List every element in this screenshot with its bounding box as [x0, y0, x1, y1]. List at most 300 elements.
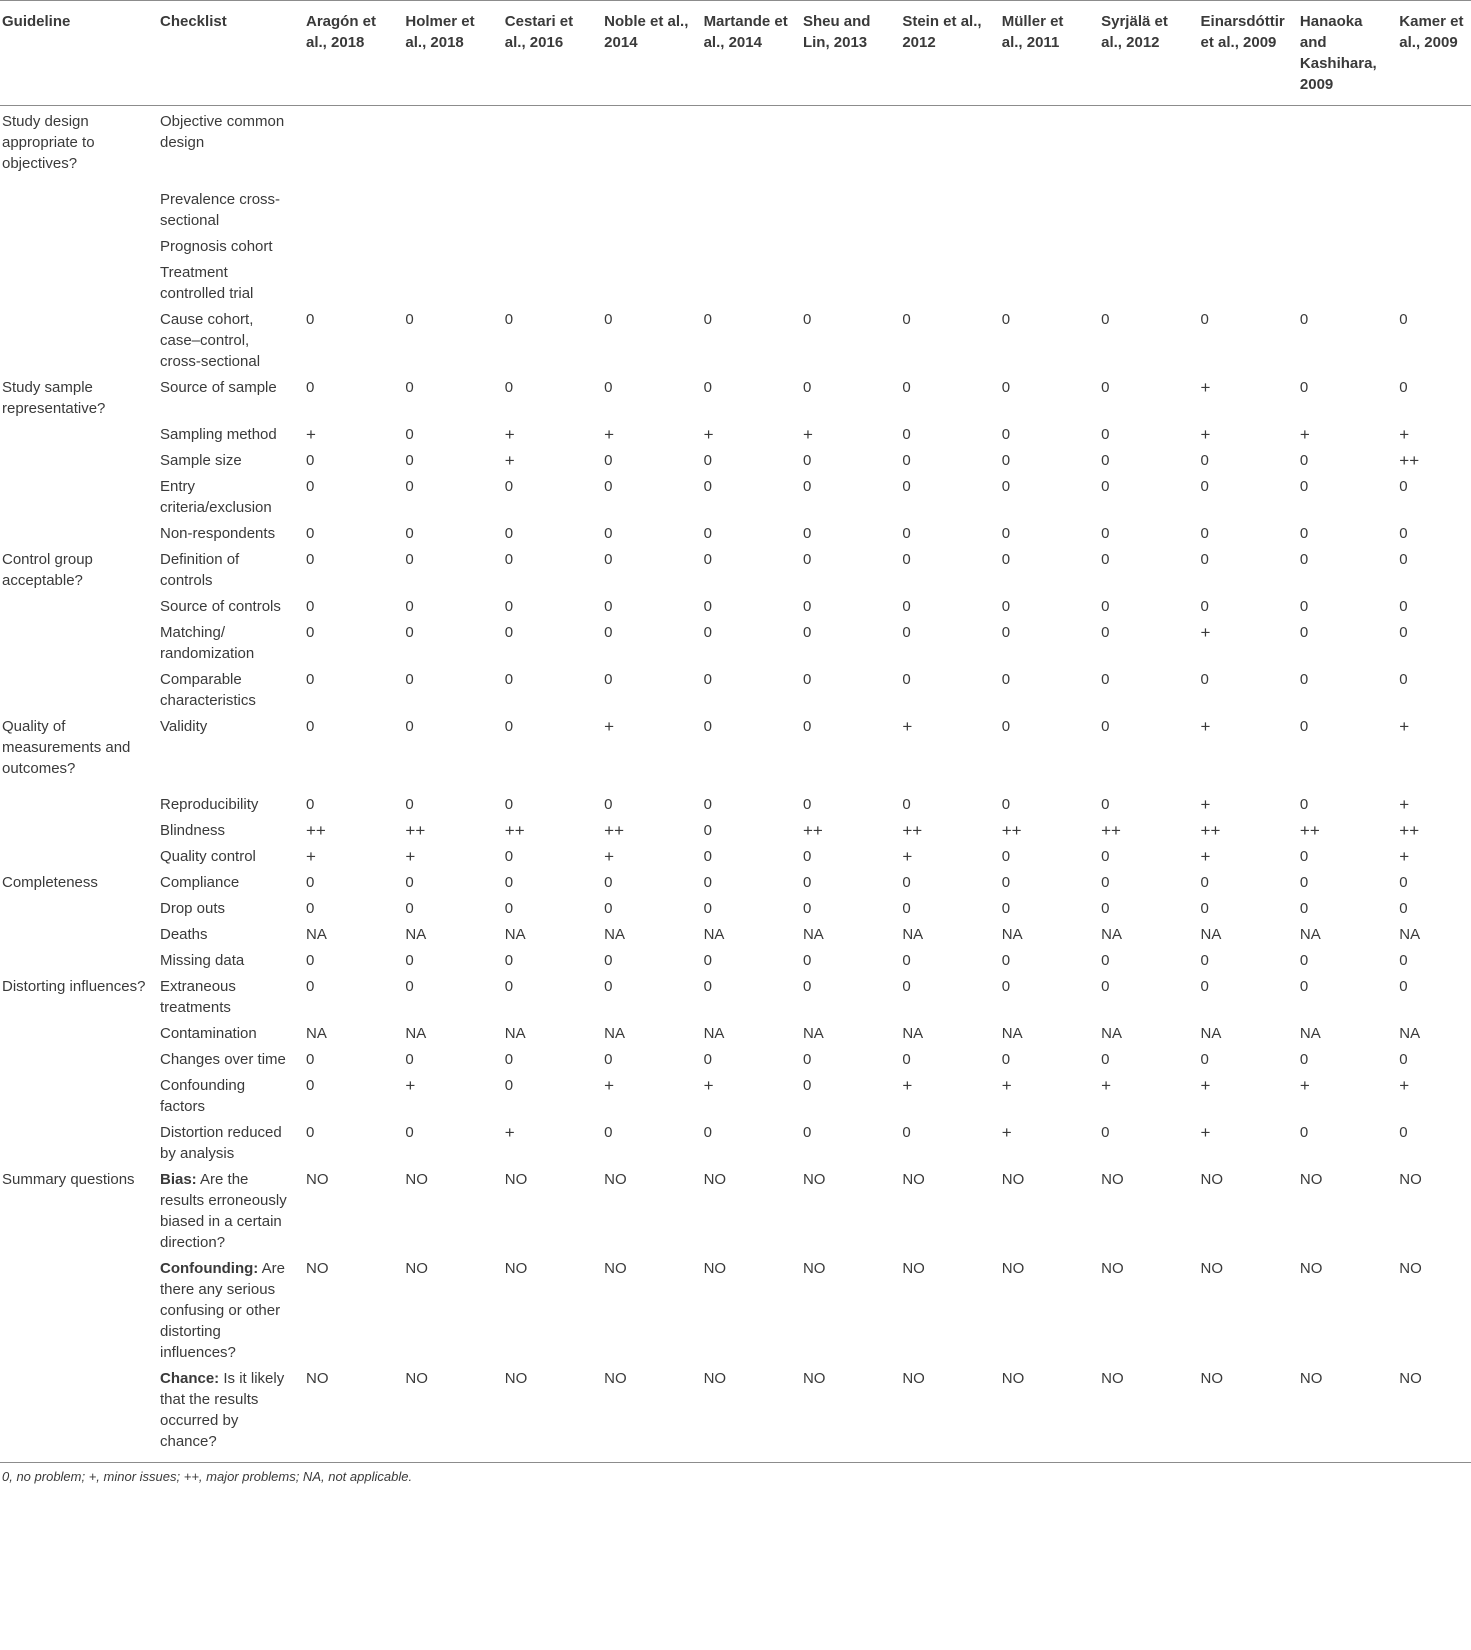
rating-cell: 0: [306, 1124, 315, 1141]
rating-cell: 0: [504, 718, 514, 735]
rating-cell: 0: [703, 311, 712, 328]
rating-cell: 0: [405, 478, 414, 495]
rating-cell: 0: [703, 525, 712, 542]
rating-cell: 0: [1101, 311, 1110, 328]
rating-cell: 0: [1299, 874, 1309, 891]
rating-cell: NO: [902, 1171, 925, 1188]
rating-cell: NO: [703, 1171, 727, 1188]
table-row: [0, 257, 1471, 304]
rating-cell: 0: [405, 718, 414, 735]
rating-cell: NO: [1001, 1171, 1025, 1188]
header-study: Noble et al., 2014: [596, 1, 695, 106]
rating-cell: [1292, 106, 1391, 185]
rating-cell: NO: [994, 1363, 1093, 1463]
rating-cell: NO: [298, 1363, 397, 1463]
rating-cell: 0: [405, 452, 414, 469]
checklist-cell: Source of sample: [160, 379, 277, 396]
checklist-bold-label: Chance:: [160, 1370, 220, 1387]
rating-cell: 0: [1399, 598, 1408, 615]
table-footnote: 0, no problem; +, minor issues; ++, major problems; NA, not applicable.: [2, 1469, 413, 1484]
rating-cell: NA: [306, 926, 327, 943]
rating-cell: 0: [1200, 978, 1209, 995]
rating-cell: 0: [1299, 796, 1309, 813]
rating-cell: 0: [703, 1124, 712, 1141]
rating-cell: 0: [1001, 900, 1011, 917]
rating-cell: NA: [1101, 926, 1122, 943]
rating-cell: [1093, 257, 1192, 304]
rating-cell: [397, 231, 496, 257]
rating-cell: NA: [1101, 1025, 1122, 1042]
rating-cell: +: [306, 847, 316, 866]
rating-cell: 0: [703, 978, 712, 995]
rating-cell: 0: [1101, 624, 1110, 641]
rating-cell: NA: [405, 926, 427, 943]
rating-cell: 0: [802, 671, 812, 688]
rating-cell: 0: [1399, 525, 1408, 542]
rating-cell: 0: [1200, 311, 1209, 328]
rating-cell: 0: [1001, 525, 1011, 542]
rating-cell: ++: [802, 821, 823, 840]
rating-cell: 0: [604, 1051, 613, 1068]
rating-cell: NO: [1299, 1260, 1323, 1277]
rating-cell: [795, 231, 894, 257]
rating-cell: 0: [405, 874, 414, 891]
table-row: [0, 841, 1471, 867]
rating-cell: 0: [504, 525, 514, 542]
rating-cell: [298, 231, 397, 257]
rating-cell: 0: [1200, 525, 1209, 542]
rating-cell: NA: [1200, 1025, 1222, 1042]
checklist-cell: Matching/ randomization: [160, 624, 255, 662]
checklist-cell: Non-respondents: [160, 525, 276, 542]
table-row: [0, 419, 1471, 445]
rating-cell: ++: [604, 821, 625, 840]
checklist-cell: Changes over time: [160, 1051, 286, 1068]
table-row: [0, 1044, 1471, 1070]
rating-cell: 0: [1299, 848, 1309, 865]
guideline-cell: Control group acceptable?: [2, 551, 93, 589]
rating-cell: 0: [1299, 978, 1309, 995]
rating-cell: [994, 257, 1093, 304]
rating-cell: 0: [504, 478, 514, 495]
rating-cell: 0: [1001, 952, 1011, 969]
rating-cell: 0: [604, 796, 613, 813]
rating-cell: 0: [703, 822, 712, 839]
rating-cell: 0: [1001, 551, 1011, 568]
rating-cell: 0: [1299, 952, 1309, 969]
checklist-cell: Validity: [160, 718, 208, 735]
checklist-cell: Comparable characteristics: [160, 671, 256, 709]
rating-cell: 0: [703, 598, 712, 615]
rating-cell: 0: [1101, 1124, 1110, 1141]
rating-cell: +: [1399, 847, 1410, 866]
rating-cell: 0: [1399, 874, 1408, 891]
checklist-cell: Entry criteria/exclusion: [160, 478, 272, 516]
rating-cell: 0: [1001, 478, 1011, 495]
rating-cell: 0: [1001, 796, 1011, 813]
rating-cell: 0: [1399, 478, 1408, 495]
rating-cell: +: [306, 425, 316, 444]
rating-cell: 0: [802, 478, 812, 495]
table-row: [0, 867, 1471, 893]
rating-cell: +: [703, 1076, 714, 1095]
rating-cell: 0: [604, 1124, 613, 1141]
rating-cell: 0: [1101, 900, 1110, 917]
guideline-cell: Completeness: [2, 874, 98, 891]
rating-cell: 0: [306, 671, 315, 688]
rating-cell: ++: [405, 821, 426, 840]
rating-cell: ++: [1399, 821, 1420, 840]
rating-cell: 0: [902, 311, 911, 328]
rating-cell: +: [1001, 1123, 1012, 1142]
rating-cell: 0: [504, 598, 514, 615]
rating-cell: 0: [1299, 379, 1309, 396]
rating-cell: 0: [604, 874, 613, 891]
rating-cell: 0: [604, 671, 613, 688]
guideline-cell: Summary questions: [2, 1171, 135, 1188]
guideline-cell: Distorting influences?: [2, 978, 146, 995]
rating-cell: 0: [504, 900, 514, 917]
rating-cell: 0: [604, 478, 613, 495]
rating-cell: 0: [504, 551, 514, 568]
checklist-cell: Blindness: [160, 822, 226, 839]
rating-cell: [696, 231, 795, 257]
rating-cell: 0: [1399, 311, 1408, 328]
checklist-bold-label: Confounding:: [160, 1260, 259, 1277]
rating-cell: 0: [703, 952, 712, 969]
table-row: [0, 372, 1471, 419]
rating-cell: 0: [1001, 718, 1011, 735]
rating-cell: 0: [1101, 452, 1110, 469]
checklist-cell: Drop outs: [160, 900, 226, 917]
rating-cell: 0: [306, 796, 315, 813]
rating-cell: +: [604, 847, 615, 866]
guideline-cell: [0, 893, 158, 919]
rating-cell: 0: [1101, 379, 1110, 396]
header-row: [0, 1, 1471, 106]
rating-cell: +: [405, 1076, 416, 1095]
rating-cell: [596, 257, 695, 304]
rating-cell: 0: [306, 598, 315, 615]
rating-cell: 0: [1200, 478, 1209, 495]
rating-cell: 0: [1200, 551, 1209, 568]
rating-cell: 0: [1399, 671, 1408, 688]
rating-cell: 0: [405, 624, 414, 641]
table-row: [0, 1363, 1471, 1463]
rating-cell: 0: [1200, 598, 1209, 615]
checklist-cell: Objective common design: [160, 113, 285, 151]
rating-cell: [696, 184, 795, 231]
rating-cell: [1292, 184, 1391, 231]
checklist-cell: Deaths: [160, 926, 208, 943]
rating-cell: 0: [1200, 952, 1209, 969]
rating-cell: 0: [1299, 718, 1309, 735]
rating-cell: 0: [902, 598, 911, 615]
rating-cell: 0: [1399, 1051, 1408, 1068]
header-study: Hanaoka and Kashihara, 2009: [1292, 1, 1391, 106]
rating-cell: 0: [1101, 426, 1110, 443]
rating-cell: [696, 257, 795, 304]
rating-cell: 0: [902, 952, 911, 969]
rating-cell: [397, 106, 496, 185]
rating-cell: 0: [504, 671, 514, 688]
rating-cell: +: [1399, 795, 1410, 814]
checklist-cell: Definition of controls: [160, 551, 240, 589]
rating-cell: NO: [604, 1171, 627, 1188]
rating-cell: 0: [504, 952, 514, 969]
rating-cell: +: [902, 717, 913, 736]
rating-cell: 0: [504, 379, 514, 396]
rating-cell: 0: [703, 874, 712, 891]
rating-cell: 0: [703, 551, 712, 568]
rating-cell: [795, 106, 894, 185]
checklist-cell: Sampling method: [160, 426, 277, 443]
rating-cell: [298, 184, 397, 231]
rating-cell: [1093, 184, 1192, 231]
rating-cell: 0: [1399, 551, 1408, 568]
rating-cell: +: [504, 1123, 515, 1142]
rating-cell: 0: [703, 848, 712, 865]
rating-cell: [497, 106, 596, 185]
rating-cell: 0: [703, 379, 712, 396]
rating-cell: 0: [1299, 551, 1309, 568]
rating-cell: NO: [1200, 1260, 1224, 1277]
rating-cell: 0: [1299, 624, 1309, 641]
rating-cell: 0: [902, 478, 911, 495]
rating-cell: [696, 106, 795, 185]
rating-cell: NO: [596, 1363, 695, 1463]
rating-cell: NA: [703, 926, 725, 943]
rating-cell: 0: [306, 718, 315, 735]
rating-cell: 0: [1299, 452, 1309, 469]
checklist-cell: Quality control: [160, 848, 256, 865]
table-row: [0, 1117, 1471, 1164]
rating-cell: +: [1200, 378, 1211, 397]
rating-cell: NO: [497, 1363, 596, 1463]
guideline-cell: [0, 1018, 158, 1044]
checklist-question-text: Is it likely that the results occurred by chance?: [160, 1370, 285, 1450]
checklist-cell: [158, 1253, 298, 1363]
rating-cell: 0: [802, 1077, 812, 1094]
rating-cell: [894, 257, 993, 304]
table-row: [0, 471, 1471, 518]
rating-cell: NO: [1399, 1171, 1422, 1188]
guideline-cell: [0, 1070, 158, 1117]
rating-cell: ++: [1399, 451, 1420, 470]
table-row: [0, 789, 1471, 815]
rating-cell: +: [504, 451, 515, 470]
rating-cell: NO: [703, 1260, 727, 1277]
rating-cell: NA: [504, 926, 526, 943]
rating-cell: 0: [504, 874, 514, 891]
rating-cell: ++: [1101, 821, 1121, 840]
rating-cell: +: [1200, 425, 1211, 444]
rating-cell: [894, 184, 993, 231]
rating-cell: 0: [1399, 978, 1408, 995]
rating-cell: ++: [306, 821, 326, 840]
rating-cell: 0: [405, 1124, 414, 1141]
rating-cell: 0: [1200, 874, 1209, 891]
rating-cell: 0: [802, 796, 812, 813]
checklist-cell: Distortion reduced by analysis: [160, 1124, 282, 1162]
table-row: [0, 518, 1471, 544]
checklist-cell: Cause cohort, case–control, cross-sectional: [160, 311, 261, 370]
rating-cell: 0: [405, 900, 414, 917]
rating-cell: 0: [306, 1077, 315, 1094]
checklist-bold-label: Bias:: [160, 1171, 197, 1188]
rating-cell: 0: [703, 900, 712, 917]
rating-cell: NA: [703, 1025, 725, 1042]
rating-cell: NO: [306, 1171, 329, 1188]
rating-cell: 0: [1299, 1051, 1309, 1068]
rating-cell: 0: [306, 551, 315, 568]
rating-cell: 0: [405, 671, 414, 688]
table-row: [0, 304, 1471, 372]
rating-cell: [795, 257, 894, 304]
rating-cell: 0: [1399, 900, 1408, 917]
checklist-cell: Prevalence cross-sectional: [160, 191, 281, 229]
rating-cell: ++: [902, 821, 923, 840]
rating-cell: +: [1200, 717, 1211, 736]
rating-cell: 0: [802, 452, 812, 469]
rating-cell: 0: [802, 311, 812, 328]
rating-cell: 0: [1001, 671, 1011, 688]
rating-cell: [596, 184, 695, 231]
rating-cell: NO: [1101, 1260, 1124, 1277]
rating-cell: 0: [405, 551, 414, 568]
rating-cell: NA: [306, 1025, 327, 1042]
table-row: [0, 231, 1471, 257]
rating-cell: NO: [802, 1171, 826, 1188]
rating-cell: 0: [1200, 452, 1209, 469]
rating-cell: 0: [1001, 379, 1011, 396]
rating-cell: NA: [604, 1025, 626, 1042]
rating-cell: 0: [504, 1077, 514, 1094]
rating-cell: 0: [1101, 718, 1110, 735]
checklist-cell: Treatment controlled trial: [160, 264, 254, 302]
rating-cell: 0: [703, 624, 712, 641]
rating-cell: NO: [795, 1363, 894, 1463]
header-study: Syrjälä et al., 2012: [1093, 1, 1192, 106]
rating-cell: +: [802, 425, 813, 444]
rating-cell: 0: [802, 624, 812, 641]
rating-cell: 0: [306, 874, 315, 891]
rating-cell: 0: [1001, 978, 1011, 995]
rating-cell: 0: [902, 426, 911, 443]
rating-cell: NA: [1299, 926, 1321, 943]
rating-cell: [1391, 106, 1471, 185]
checklist-question-text: Are there any serious confusing or other distorting influences?: [160, 1260, 285, 1361]
rating-cell: 0: [902, 796, 911, 813]
checklist-cell: Contamination: [160, 1025, 257, 1042]
rating-cell: NO: [1093, 1363, 1192, 1463]
rating-cell: NA: [504, 1025, 526, 1042]
rating-cell: 0: [902, 900, 911, 917]
rating-cell: NA: [405, 1025, 427, 1042]
rating-cell: NO: [802, 1260, 826, 1277]
rating-cell: NA: [1399, 926, 1421, 943]
rating-cell: [397, 257, 496, 304]
rating-cell: 0: [1299, 598, 1309, 615]
rating-cell: 0: [1399, 379, 1408, 396]
guideline-cell: [0, 945, 158, 971]
rating-cell: 0: [604, 624, 613, 641]
rating-cell: NO: [604, 1260, 627, 1277]
rating-cell: NO: [1299, 1171, 1323, 1188]
rating-cell: NO: [1200, 1171, 1224, 1188]
rating-cell: 0: [1200, 671, 1209, 688]
checklist-cell: Source of controls: [160, 598, 281, 615]
rating-cell: NA: [604, 926, 626, 943]
rating-cell: NO: [894, 1363, 993, 1463]
rating-cell: 0: [604, 900, 613, 917]
rating-cell: 0: [902, 1124, 911, 1141]
rating-cell: +: [504, 425, 515, 444]
table-header: [0, 1, 1471, 106]
table-row: [0, 711, 1471, 789]
rating-cell: 0: [1399, 1124, 1408, 1141]
table-row: [0, 1164, 1471, 1253]
rating-cell: [1193, 257, 1292, 304]
rating-cell: 0: [405, 426, 414, 443]
rating-cell: 0: [802, 598, 812, 615]
rating-cell: 0: [1299, 1124, 1309, 1141]
rating-cell: NO: [405, 1171, 428, 1188]
guideline-cell: [0, 1117, 158, 1164]
rating-cell: [994, 184, 1093, 231]
table-body: [0, 106, 1471, 1463]
rating-cell: +: [703, 425, 714, 444]
header-study: Holmer et al., 2018: [397, 1, 496, 106]
rating-cell: 0: [902, 671, 911, 688]
rating-cell: NO: [504, 1260, 528, 1277]
rating-cell: NA: [802, 1025, 824, 1042]
rating-cell: 0: [306, 525, 315, 542]
rating-cell: +: [1200, 847, 1211, 866]
rating-cell: +: [1101, 1076, 1112, 1095]
rating-cell: +: [1299, 425, 1310, 444]
rating-cell: 0: [604, 978, 613, 995]
rating-cell: [397, 184, 496, 231]
rating-cell: 0: [1299, 525, 1309, 542]
rating-cell: NA: [1399, 1025, 1421, 1042]
rating-cell: +: [1200, 623, 1211, 642]
rating-cell: NO: [397, 1363, 496, 1463]
guideline-cell: Quality of measurements and outcomes?: [2, 718, 131, 777]
header-checklist: Checklist: [158, 1, 298, 106]
rating-cell: [1391, 184, 1471, 231]
rating-cell: 0: [604, 452, 613, 469]
rating-cell: 0: [902, 978, 911, 995]
checklist-cell: Missing data: [160, 952, 245, 969]
rating-cell: 0: [802, 900, 812, 917]
rating-cell: 0: [1101, 848, 1110, 865]
rating-cell: 0: [504, 311, 514, 328]
header-study: Sheu and Lin, 2013: [795, 1, 894, 106]
rating-cell: 0: [504, 1051, 514, 1068]
rating-cell: NO: [1391, 1363, 1471, 1463]
rating-cell: 0: [306, 452, 315, 469]
header-study: Martande et al., 2014: [696, 1, 795, 106]
rating-cell: NO: [696, 1363, 795, 1463]
rating-cell: NO: [1193, 1363, 1292, 1463]
rating-cell: NO: [306, 1260, 329, 1277]
table-row: [0, 617, 1471, 664]
rating-cell: 0: [703, 671, 712, 688]
table-row: [0, 445, 1471, 471]
guideline-cell: [0, 304, 158, 372]
rating-cell: [1093, 106, 1192, 185]
